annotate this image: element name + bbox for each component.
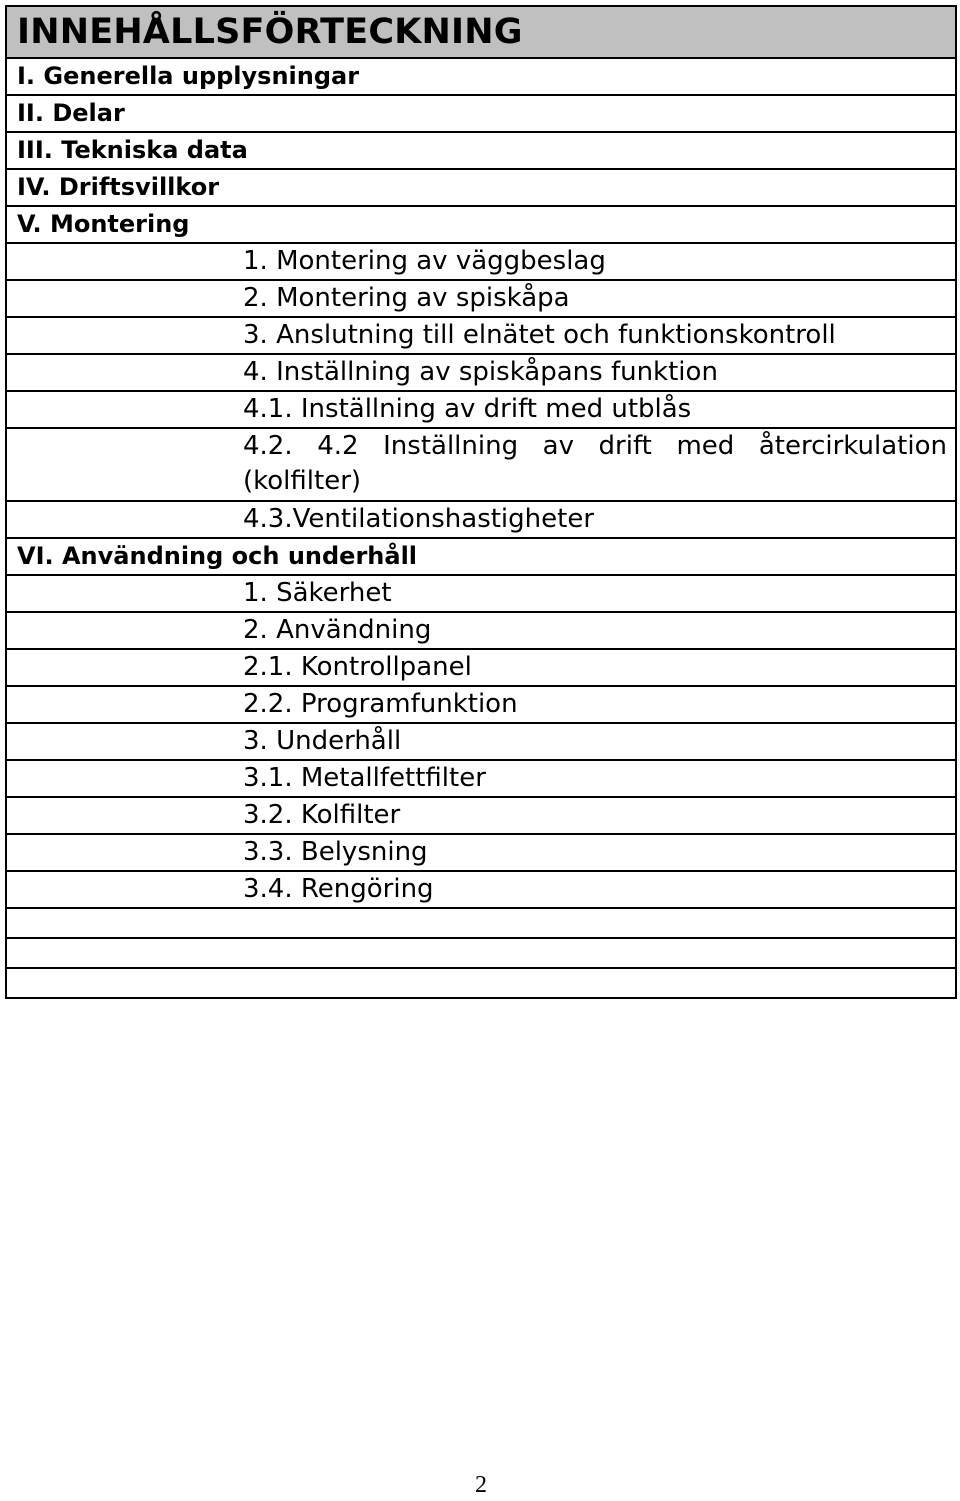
toc-row [6,391,956,428]
toc-row [6,575,956,612]
empty-cell [6,938,956,968]
toc-row [6,354,956,391]
toc-subsection-entry: 4. Inställning av spiskåpans funktion [6,354,956,391]
toc-subsection-entry: 4.1. Inställning av drift med utblås [6,391,956,428]
toc-row [6,649,956,686]
toc-section-entry: II. Delar [6,95,956,132]
toc-row [6,280,956,317]
toc-subsection-entry: 2.1. Kontrollpanel [6,649,956,686]
toc-title: INNEHÅLLSFÖRTECKNING [6,6,956,58]
toc-row [6,243,956,280]
empty-cell [6,908,956,938]
toc-row [6,95,956,132]
toc-subsection-entry: 3. Underhåll [6,723,956,760]
toc-section-entry: I. Generella upplysningar [6,58,956,95]
toc-empty-row [6,908,956,938]
toc-subsection-entry: 3.2. Kolfilter [6,797,956,834]
toc-subsection-entry: 4.3.Ventilationshastigheter [6,501,956,538]
toc-subsection-entry: 3.4. Rengöring [6,871,956,908]
toc-row [6,169,956,206]
toc-row [6,428,956,501]
toc-title-row [6,6,956,58]
toc-section-entry: VI. Användning och underhåll [6,538,956,575]
toc-subsection-entry: 2. Montering av spiskåpa [6,280,956,317]
toc-empty-row [6,968,956,998]
toc-row [6,760,956,797]
toc-row [6,834,956,871]
toc-row [6,538,956,575]
toc-subsection-entry: 1. Montering av väggbeslag [6,243,956,280]
toc-subsection-entry: 2. Användning [6,612,956,649]
toc-row [6,317,956,354]
toc-row [6,871,956,908]
page-number: 2 [475,1472,487,1498]
toc-empty-row [6,938,956,968]
toc-row [6,686,956,723]
toc-subsection-entry: 2.2. Programfunktion [6,686,956,723]
toc-section-entry: IV. Driftsvillkor [6,169,956,206]
toc-subsection-entry: 3. Anslutning till elnätet och funktionskontroll [6,317,956,354]
toc-row [6,797,956,834]
toc-subsection-entry: 3.1. Metallfettfilter [6,760,956,797]
toc-section-entry: V. Montering [6,206,956,243]
toc-row [6,58,956,95]
toc-row [6,612,956,649]
toc-row [6,723,956,760]
toc-subsection-entry: 3.3. Belysning [6,834,956,871]
toc-row [6,132,956,169]
toc-row [6,206,956,243]
toc-row [6,501,956,538]
table-of-contents [5,5,957,999]
toc-subsection-entry: 4.2. 4.2 Inställning av drift med återcirkulation (kolfilter) [6,428,956,501]
toc-subsection-entry: 1. Säkerhet [6,575,956,612]
empty-cell [6,968,956,998]
toc-section-entry: III. Tekniska data [6,132,956,169]
